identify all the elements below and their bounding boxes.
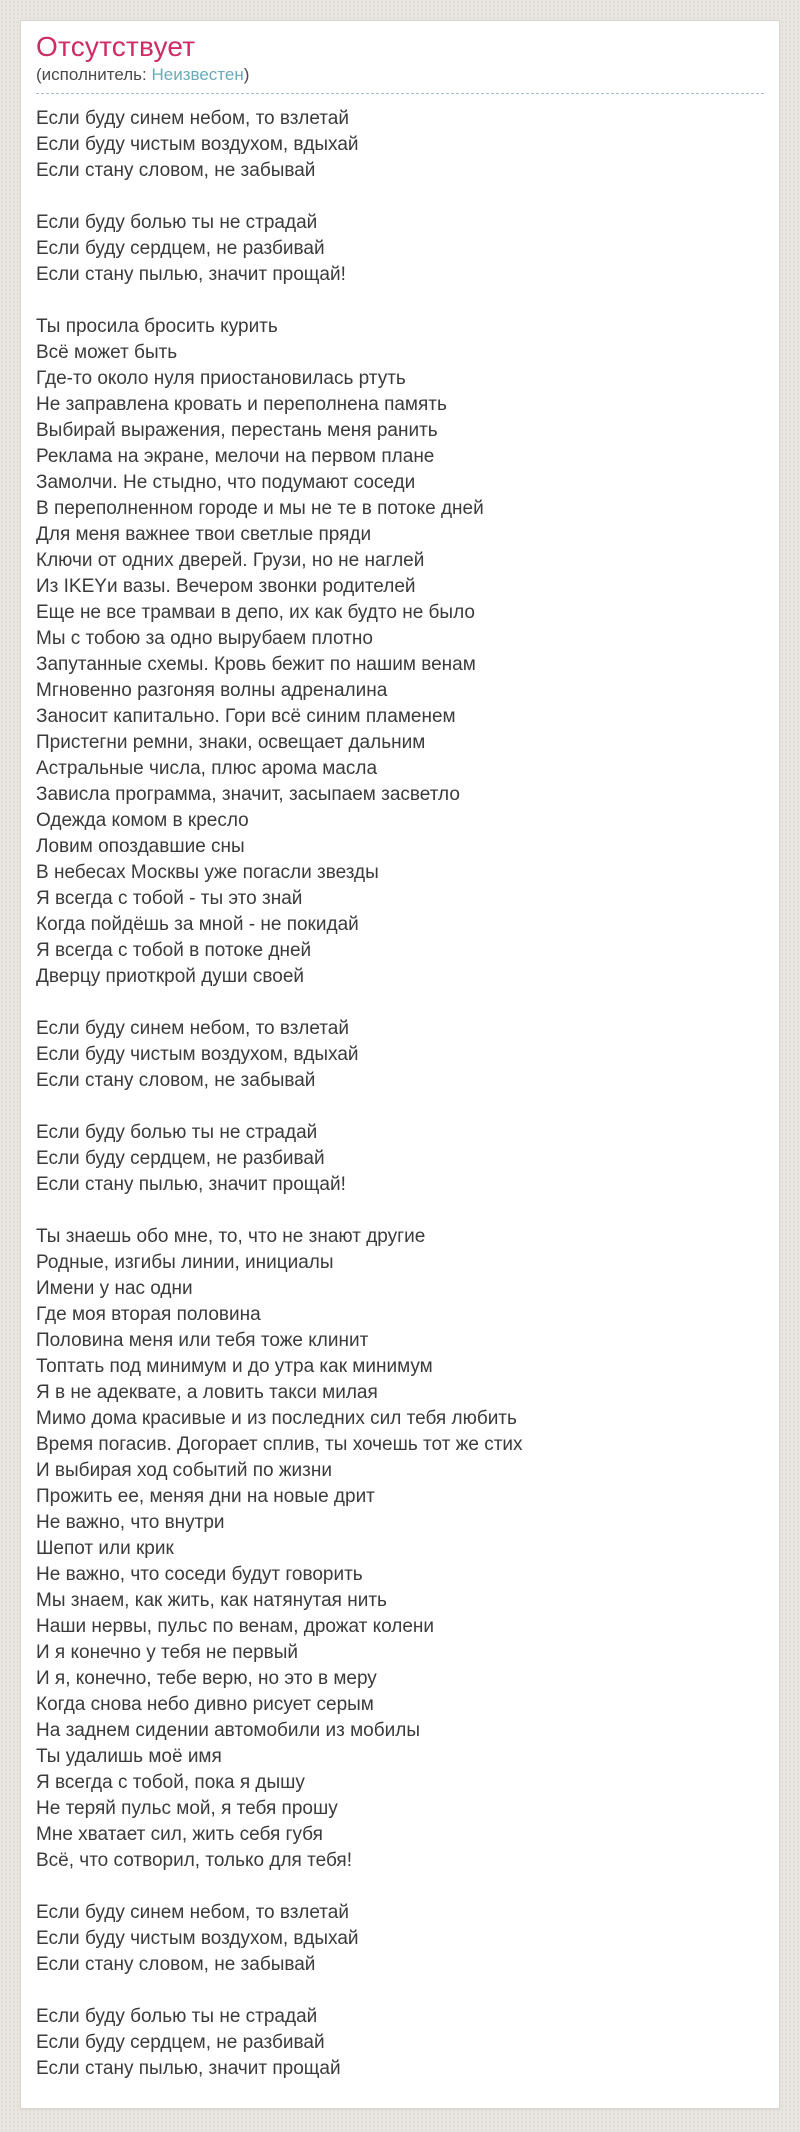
lyrics-stanza xyxy=(36,1016,764,1094)
lyrics-line: Заносит капитально. Гори всё синим пламенем xyxy=(36,706,456,728)
artist-line xyxy=(36,65,764,94)
artist-link[interactable]: Неизвестен xyxy=(151,65,244,85)
lyrics-line: Пристегни ремни, знаки, освещает дальним xyxy=(36,732,426,754)
lyrics-line: Половина меня или тебя тоже клинит xyxy=(36,1330,369,1352)
lyrics-line: Время погасив. Догорает сплив, ты хочешь тот же стих xyxy=(36,1434,523,1456)
lyrics-line: Запутанные схемы. Кровь бежит по нашим венам xyxy=(36,654,476,676)
lyrics-stanza xyxy=(36,1900,764,1978)
lyrics-line: Если буду сердцем, не разбивай xyxy=(36,2032,325,2054)
lyrics-line: И я, конечно, тебе верю, но это в меру xyxy=(36,1668,377,1690)
lyrics-line: Если буду синем небом, то взлетай xyxy=(36,1902,349,1924)
lyrics-stanza xyxy=(36,106,764,184)
artist-label-prefix: (исполнитель: xyxy=(36,65,152,85)
lyrics-line: Когда снова небо дивно рисует серым xyxy=(36,1694,374,1716)
lyrics-line: Наши нервы, пульс по венам, дрожат колени xyxy=(36,1616,435,1638)
lyrics-line: Если стану пылью, значит прощай! xyxy=(36,264,346,286)
lyrics-line: Если стану словом, не забывай xyxy=(36,1070,316,1092)
song-title: Отсутствует xyxy=(36,31,196,62)
lyrics-line: Если буду сердцем, не разбивай xyxy=(36,238,325,260)
lyrics-line: Мне хватает сил, жить себя губя xyxy=(36,1824,323,1846)
lyrics-stanza xyxy=(36,314,764,990)
lyrics-line: Прожить ее, меняя дни на новые дрит xyxy=(36,1486,375,1508)
lyrics-line: Мы знаем, как жить, как натянутая нить xyxy=(36,1590,387,1612)
lyrics-line: Если стану пылью, значит прощай! xyxy=(36,1174,346,1196)
lyrics-line: Когда пойдёшь за мной - не покидай xyxy=(36,914,359,936)
lyrics-line: Если буду болью ты не страдай xyxy=(36,1122,318,1144)
lyrics-line: Ключи от одних дверей. Грузи, но не наглей xyxy=(36,550,425,572)
lyrics-line: Если стану пылью, значит прощай xyxy=(36,2058,341,2080)
lyrics-line: Ты знаешь обо мне, то, что не знают другие xyxy=(36,1226,426,1248)
lyrics-line: Одежда комом в кресло xyxy=(36,810,249,832)
lyrics-line: Я всегда с тобой - ты это знай xyxy=(36,888,303,910)
lyrics-stanza xyxy=(36,210,764,288)
lyrics-line: Дверцу приоткрой души своей xyxy=(36,966,305,988)
lyrics-line: Шепот или крик xyxy=(36,1538,174,1560)
lyrics-line: Мы с тобою за одно вырубаем плотно xyxy=(36,628,373,650)
lyrics-line: Всё может быть xyxy=(36,342,178,364)
lyrics-line: Родные, изгибы линии, инициалы xyxy=(36,1252,334,1274)
lyrics-line: Не заправлена кровать и переполнена память xyxy=(36,394,447,416)
lyrics-line: Из IKEYи вазы. Вечером звонки родителей xyxy=(36,576,416,598)
lyrics-line: В небесах Москвы уже погасли звезды xyxy=(36,862,379,884)
lyrics-card xyxy=(20,20,780,2109)
lyrics-line: Я всегда с тобой, пока я дышу xyxy=(36,1772,305,1794)
lyrics-line: Замолчи. Не стыдно, что подумают соседи xyxy=(36,472,416,494)
lyrics-line: Я всегда с тобой в потоке дней xyxy=(36,940,312,962)
lyrics-line: Для меня важнее твои светлые пряди xyxy=(36,524,372,546)
lyrics-line: Мимо дома красивые и из последних сил тебя любить xyxy=(36,1408,517,1430)
card-content xyxy=(21,21,779,2108)
lyrics-line: Реклама на экране, мелочи на первом плане xyxy=(36,446,435,468)
lyrics-line: Имени у нас одни xyxy=(36,1278,193,1300)
lyrics-line: В переполненном городе и мы не те в потоке дней xyxy=(36,498,484,520)
lyrics-line: Астральные числа, плюс арома масла xyxy=(36,758,378,780)
lyrics-line: Зависла программа, значит, засыпаем засветло xyxy=(36,784,460,806)
lyrics-line: Где моя вторая половина xyxy=(36,1304,261,1326)
lyrics-line: Не важно, что соседи будут говорить xyxy=(36,1564,363,1586)
lyrics-line: Если буду болью ты не страдай xyxy=(36,2006,318,2028)
lyrics xyxy=(36,106,764,2082)
lyrics-line: Ты удалишь моё имя xyxy=(36,1746,222,1768)
lyrics-line: Мгновенно разгоняя волны адреналина xyxy=(36,680,388,702)
lyrics-line: Если буду чистым воздухом, вдыхай xyxy=(36,134,359,156)
lyrics-line: Ты просила бросить курить xyxy=(36,316,278,338)
lyrics-line: Ловим опоздавшие сны xyxy=(36,836,245,858)
lyrics-line: Еще не все трамваи в депо, их как будто не было xyxy=(36,602,475,624)
lyrics-line: Если буду синем небом, то взлетай xyxy=(36,108,349,130)
lyrics-line: На заднем сидении автомобили из мобилы xyxy=(36,1720,420,1742)
lyrics-line: Всё, что сотворил, только для тебя! xyxy=(36,1850,352,1872)
lyrics-stanza xyxy=(36,1224,764,1874)
lyrics-line: Я в не адеквате, а ловить такси милая xyxy=(36,1382,378,1404)
lyrics-line: Если буду чистым воздухом, вдыхай xyxy=(36,1044,359,1066)
lyrics-line: Если буду сердцем, не разбивай xyxy=(36,1148,325,1170)
lyrics-line: Если буду синем небом, то взлетай xyxy=(36,1018,349,1040)
lyrics-line: Где-то около нуля приостановилась ртуть xyxy=(36,368,406,390)
lyrics-line: Выбирай выражения, перестань меня ранить xyxy=(36,420,438,442)
lyrics-line: Если буду болью ты не страдай xyxy=(36,212,318,234)
lyrics-line: Если стану словом, не забывай xyxy=(36,1954,316,1976)
lyrics-line: Если буду чистым воздухом, вдыхай xyxy=(36,1928,359,1950)
lyrics-stanza xyxy=(36,2004,764,2082)
lyrics-line: Не теряй пульс мой, я тебя прошу xyxy=(36,1798,338,1820)
lyrics-line: Топтать под минимум и до утра как минимум xyxy=(36,1356,433,1378)
lyrics-line: Если стану словом, не забывай xyxy=(36,160,316,182)
lyrics-line: Не важно, что внутри xyxy=(36,1512,225,1534)
artist-label-suffix: ) xyxy=(243,65,250,85)
lyrics-line: И я конечно у тебя не первый xyxy=(36,1642,299,1664)
lyrics-stanza xyxy=(36,1120,764,1198)
lyrics-line: И выбирая ход событий по жизни xyxy=(36,1460,332,1482)
